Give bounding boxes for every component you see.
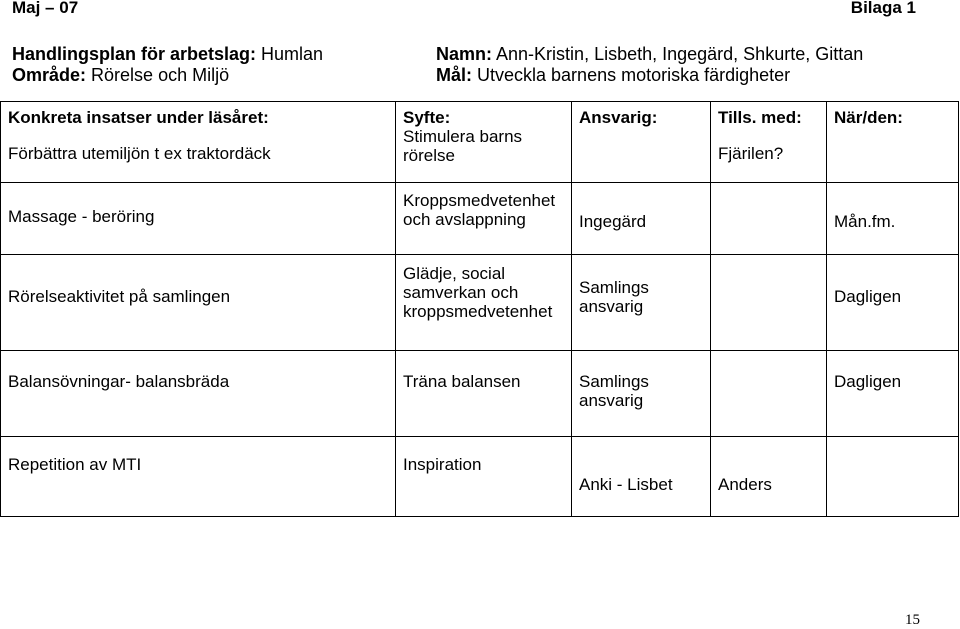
table-cell	[827, 437, 959, 517]
table-cell	[711, 102, 827, 183]
table-cell	[396, 255, 572, 351]
column-header-tills: Tills. med:	[718, 108, 802, 127]
appendix-label: Bilaga 1	[850, 0, 916, 17]
syfte-text: kroppsmedvetenhet	[403, 302, 553, 321]
column-header-syfte: Syfte:	[403, 108, 451, 127]
column-header-nar: När/den:	[834, 108, 903, 127]
table-cell	[396, 437, 572, 517]
ansvarig-text: Anki - Lisbet	[579, 475, 673, 494]
page-number: 15	[905, 612, 920, 628]
ansvarig-text: ansvarig	[579, 391, 644, 410]
table-cell	[827, 183, 959, 255]
tills-text: Anders	[718, 475, 772, 494]
table-cell	[572, 351, 711, 437]
syfte-text: och avslappning	[403, 210, 526, 229]
insats-text: Förbättra utemiljön t ex traktordäck	[8, 144, 271, 163]
table-cell	[396, 183, 572, 255]
nar-text: Dagligen	[834, 287, 902, 306]
table-cell	[827, 255, 959, 351]
nar-text: Dagligen	[834, 372, 902, 391]
ansvarig-text: ansvarig	[579, 297, 644, 316]
table-cell	[1, 255, 396, 351]
area-value: Rörelse och Miljö	[91, 65, 230, 85]
column-header-insatser: Konkreta insatser under läsåret:	[8, 108, 269, 127]
nar-text: Mån.fm.	[834, 212, 896, 231]
area-label: Område:	[12, 65, 87, 85]
table-row	[1, 183, 959, 255]
insats-text: Massage - beröring	[8, 207, 155, 226]
table-cell	[827, 351, 959, 437]
plan-label: Handlingsplan för arbetslag:	[12, 44, 257, 64]
table-cell	[711, 183, 827, 255]
syfte-text: rörelse	[403, 146, 455, 165]
name-label: Namn:	[436, 44, 493, 64]
table-cell	[572, 255, 711, 351]
table-row	[1, 351, 959, 437]
column-header-ansvarig: Ansvarig:	[579, 108, 658, 127]
document-date: Maj – 07	[12, 0, 79, 17]
syfte-text: Kroppsmedvetenhet	[403, 191, 556, 210]
syfte-text: samverkan och	[403, 283, 519, 302]
action-plan-table	[0, 101, 959, 517]
plan-value: Humlan	[261, 44, 324, 64]
goal-line	[436, 65, 790, 85]
insats-text: Balansövningar- balansbräda	[8, 372, 230, 391]
plan-line	[12, 44, 323, 64]
table-row	[1, 102, 959, 183]
goal-value: Utveckla barnens motoriska färdigheter	[477, 65, 791, 85]
table-cell	[572, 183, 711, 255]
table-cell	[711, 437, 827, 517]
name-value: Ann-Kristin, Lisbeth, Ingegärd, Shkurte, Gittan	[496, 44, 864, 64]
insats-text: Repetition av MTI	[8, 455, 142, 474]
table-row	[1, 437, 959, 517]
table-cell	[396, 351, 572, 437]
table-cell	[572, 437, 711, 517]
table-cell	[1, 351, 396, 437]
table-cell	[1, 437, 396, 517]
goal-label: Mål:	[436, 65, 472, 85]
table-cell	[572, 102, 711, 183]
area-line	[12, 65, 229, 85]
name-line	[436, 44, 863, 64]
ansvarig-text: Ingegärd	[579, 212, 647, 231]
insats-text: Rörelseaktivitet på samlingen	[8, 287, 231, 306]
syfte-text: Stimulera barns	[403, 127, 523, 146]
syfte-text: Glädje, social	[403, 264, 506, 283]
ansvarig-text: Samlings	[579, 372, 649, 391]
tills-text: Fjärilen?	[718, 144, 784, 163]
table-cell	[396, 102, 572, 183]
table-cell	[711, 351, 827, 437]
syfte-text: Träna balansen	[403, 372, 521, 391]
ansvarig-text: Samlings	[579, 278, 649, 297]
syfte-text: Inspiration	[403, 455, 482, 474]
table-cell	[1, 183, 396, 255]
table-cell	[827, 102, 959, 183]
table-cell	[711, 255, 827, 351]
table-row	[1, 255, 959, 351]
table-cell	[1, 102, 396, 183]
